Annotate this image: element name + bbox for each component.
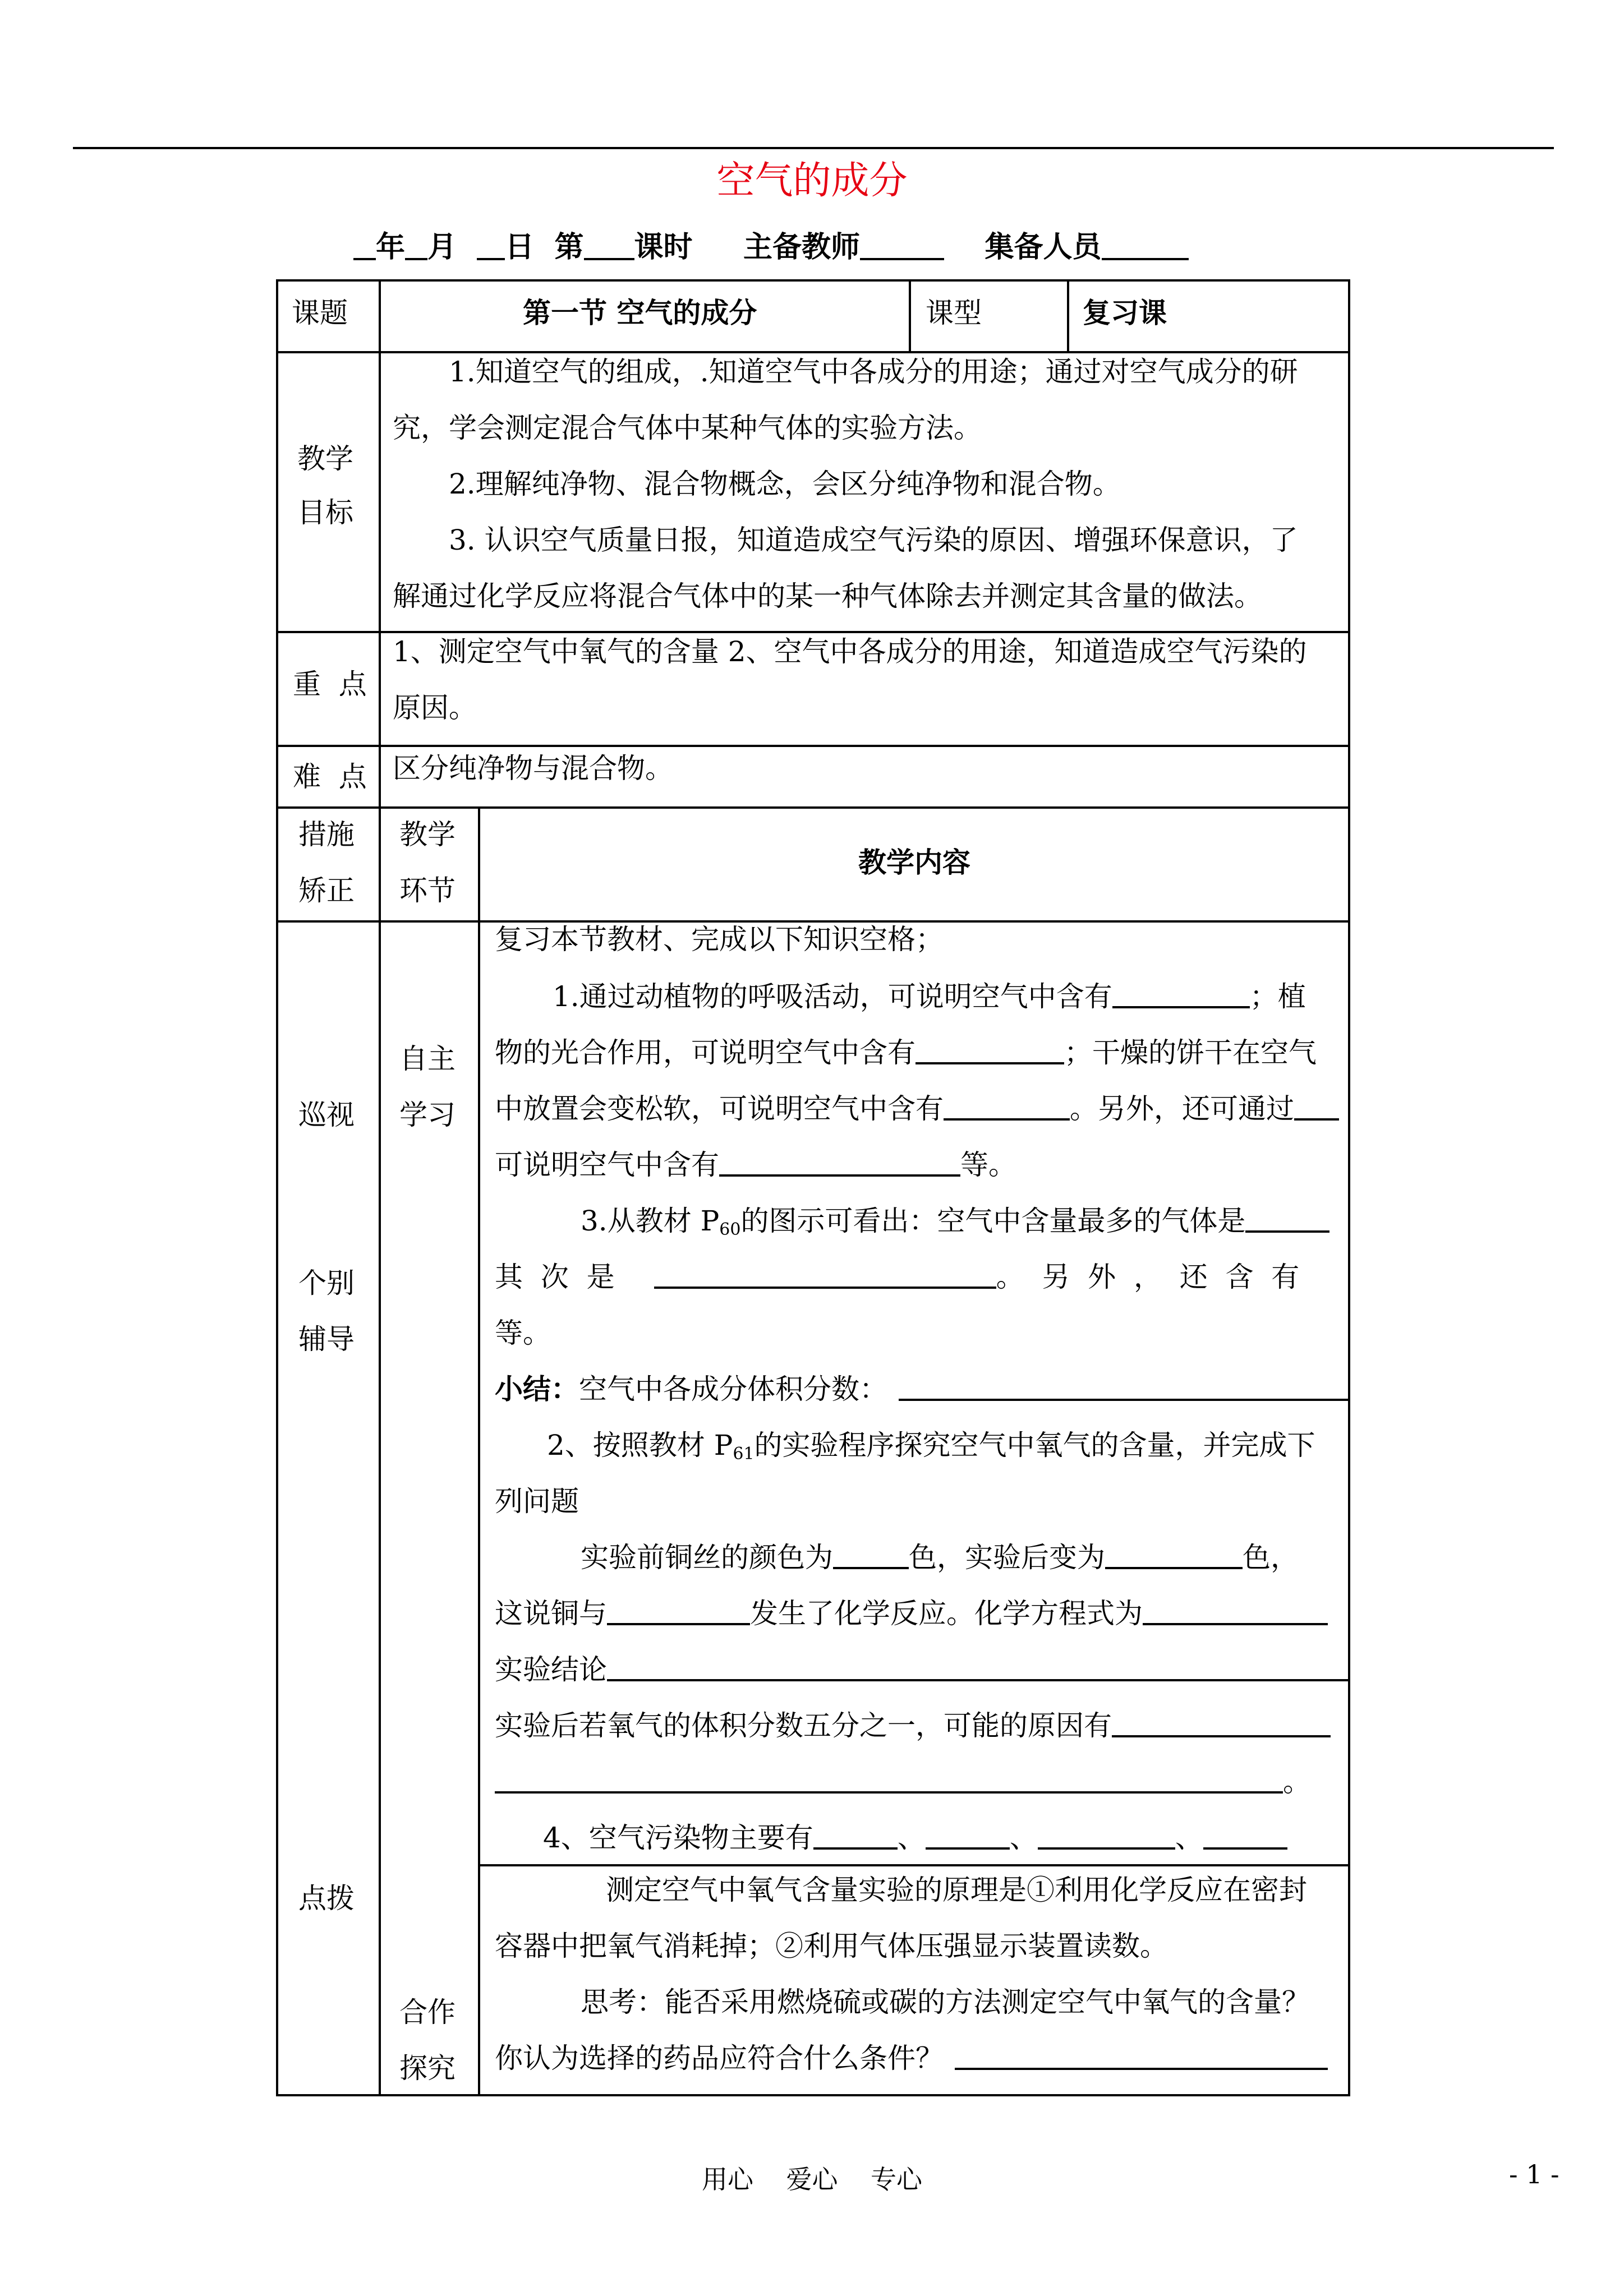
topic-value: 第一节 空气的成分 [523, 297, 757, 329]
document-title: 空气的成分 [716, 159, 908, 203]
col-stage-2: 环节 [399, 874, 456, 907]
hard-label: 难 点 [293, 760, 367, 793]
stage-coop-2: 探究 [399, 2052, 456, 2085]
ss-q3-line3: 等。 [495, 1317, 551, 1349]
ss-q1-line2: 物的光合作用，可说明空气中含有 ；干燥的饼干在空气 [495, 1036, 1317, 1069]
ss-q3-line1: 3.从教材 $P_{60}$的图示可看出：空气中含量最多的气体是 [581, 1193, 1329, 1249]
page-number: - 1 - [1509, 2159, 1559, 2189]
top-rule [73, 147, 1554, 149]
col-measures-2: 矫正 [298, 874, 355, 907]
lesson-type-label: 课型 [926, 297, 982, 329]
header-lead-teacher: 主备教师 [743, 230, 861, 264]
ss-q2-line7: 。 [495, 1754, 1311, 1810]
goals-line-1: 1.知道空气的组成，.知道空气中各成分的用途；通过对空气成分的研 [449, 356, 1298, 388]
ss-q1-line3: 中放置会变松软，可说明空气中含有 。另外，还可通过 [495, 1081, 1339, 1137]
col-stage-1: 教学 [399, 818, 456, 851]
goals-line-3: 2.理解纯净物、混合物概念，会区分纯净物和混合物。 [449, 468, 1121, 500]
lesson-type-value: 复习课 [1083, 297, 1167, 329]
coop-line-2: 容器中把氧气消耗掉；②利用气体压强显示装置读数。 [495, 1930, 1168, 1962]
header-year: 年 [376, 230, 406, 264]
stage-coop-1: 合作 [399, 1996, 456, 2028]
ss-q1-line1: 1.通过动植物的呼吸活动，可说明空气中含有 ；植 [553, 980, 1306, 1013]
header-di: 第 [554, 230, 584, 264]
ss-q4: 4、空气污染物主要有 、 、 、 [543, 1810, 1287, 1866]
ss-intro: 复习本节教材、完成以下知识空格； [495, 923, 944, 956]
goals-line-2: 究，学会测定混合气体中某种气体的实验方法。 [393, 412, 982, 444]
ss-q2-line1: 2、按照教材 $P_{61}$的实验程序探究空气中氧气的含量，并完成下 [547, 1429, 1315, 1464]
header-line [353, 223, 1189, 265]
col-measures-1: 措施 [298, 818, 355, 851]
hard-text: 区分纯净物与混合物。 [393, 752, 673, 785]
key-line-2: 原因。 [393, 691, 477, 724]
footer-motto: 用心 爱心 专心 [702, 2164, 922, 2194]
header-members: 集备人员 [984, 230, 1102, 264]
ss-q2-line6: 实验后若氧气的体积分数五分之一，可能的原因有 [495, 1698, 1331, 1754]
left-label-guide: 点拨 [298, 1882, 355, 1915]
topic-label: 课题 [292, 297, 348, 329]
header-day: 日 [505, 230, 535, 264]
ss-q2-line3: 实验前铜丝的颜色为 色，实验后变为 色， [581, 1541, 1299, 1574]
header-month: 月 [427, 230, 457, 264]
goals-line-5: 解通过化学反应将混合气体中的某一种气体除去并测定其含量的做法。 [393, 580, 1262, 612]
ss-q3-line2: 其 次 是 。 另 外 ， 还 含 有 [495, 1261, 1300, 1293]
ss-q1-line4: 可说明空气中含有 等。 [495, 1149, 1016, 1181]
left-label-patrol: 巡视 [298, 1099, 355, 1131]
coop-line-3: 思考：能否采用燃烧硫或碳的方法测定空气中氧气的含量？ [581, 1986, 1310, 2018]
header-period: 课时 [634, 230, 693, 264]
coop-line-1: 测定空气中氧气含量实验的原理是①利用化学反应在密封 [606, 1874, 1307, 1906]
ss-q2-line4: 这说铜与 发生了化学反应。化学方程式为 [495, 1585, 1328, 1642]
ss-q2-line5: 实验结论 [495, 1642, 1350, 1698]
col-content: 教学内容 [858, 846, 970, 879]
goals-line-4: 3. 认识空气质量日报，知道造成空气污染的原因、增强环保意识，了 [449, 524, 1298, 556]
key-line-1: 1、测定空气中氧气的含量 2、空气中各成分的用途，知道造成空气污染的 [393, 635, 1307, 668]
left-label-tutor: 辅导 [298, 1323, 355, 1356]
ss-q2-line2: 列问题 [495, 1485, 579, 1518]
stage-self-study-1: 自主 [399, 1043, 456, 1075]
goals-label: 教学目标 [297, 442, 353, 529]
left-label-individual: 个别 [298, 1267, 355, 1299]
coop-line-4: 你认为选择的药品应符合什么条件？ [495, 2030, 1328, 2086]
ss-summary: 小结：空气中各成分体积分数： [495, 1361, 1350, 1417]
key-label: 重 点 [293, 668, 367, 700]
stage-self-study-2: 学习 [399, 1099, 456, 1131]
